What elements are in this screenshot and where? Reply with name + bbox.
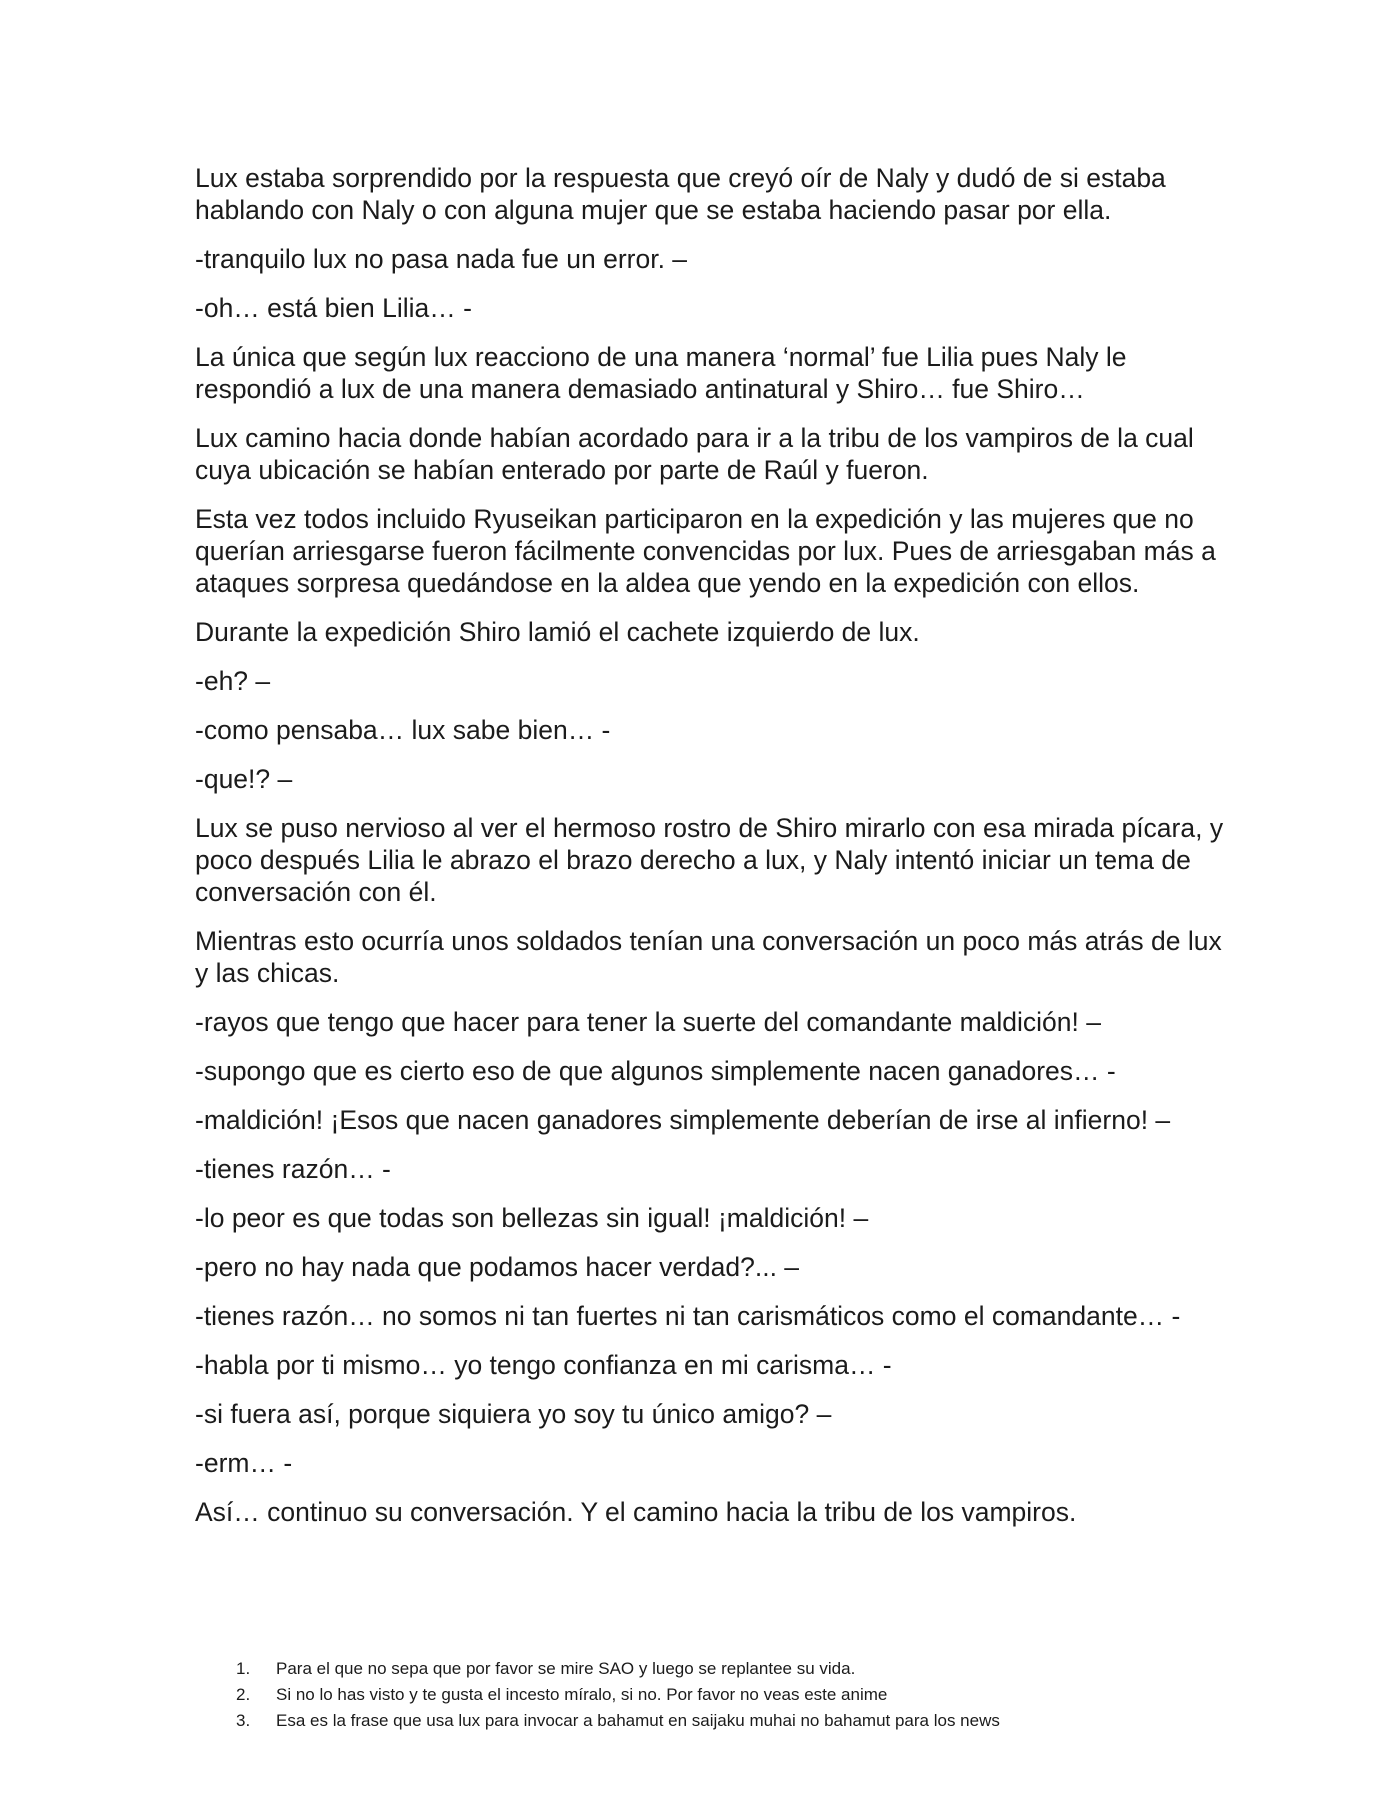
footnote-number: 3.: [236, 1711, 251, 1730]
footnotes-list: [195, 1656, 1225, 1734]
paragraph: La única que según lux reacciono de una manera ‘normal’ fue Lilia pues Naly le respondió a lux de una manera demasiado antinatural y Shiro… fue Shiro…: [195, 342, 1127, 404]
footnote-item: [195, 1708, 1225, 1734]
paragraph: Lux se puso nervioso al ver el hermoso rostro de Shiro mirarlo con esa mirada pícara, y poco después Lilia le abrazo el brazo derecho a lux, y Naly intentó iniciar un tema de conversación con él.: [195, 813, 1224, 907]
dialogue-line: -rayos que tengo que hacer para tener la suerte del comandante maldición! –: [195, 1007, 1101, 1037]
footnote-text: Esa es la frase que usa lux para invocar a bahamut en saijaku muhai no bahamut para los news: [276, 1711, 1000, 1730]
footnote-text: Si no lo has visto y te gusta el incesto míralo, si no. Por favor no veas este anime: [276, 1685, 888, 1704]
dialogue-line: -erm… -: [195, 1448, 293, 1478]
dialogue-line: -que!? –: [195, 764, 293, 794]
dialogue-line: -eh? –: [195, 666, 271, 696]
body-text: [195, 162, 1225, 1545]
paragraph: Durante la expedición Shiro lamió el cachete izquierdo de lux.: [195, 617, 920, 647]
paragraph: Esta vez todos incluido Ryuseikan participaron en la expedición y las mujeres que no querían arriesgarse fueron fácilmente convencidas por lux. Pues de arriesgaban más a ataques sorpresa quedándose en la aldea que yendo en la expedición con ellos.: [195, 504, 1216, 598]
dialogue-line: -supongo que es cierto eso de que algunos simplemente nacen ganadores… -: [195, 1056, 1116, 1086]
paragraph: Lux camino hacia donde habían acordado para ir a la tribu de los vampiros de la cual cuya ubicación se habían enterado por parte de Raúl y fueron.: [195, 423, 1194, 485]
paragraph: Lux estaba sorprendido por la respuesta que creyó oír de Naly y dudó de si estaba hablando con Naly o con alguna mujer que se estaba haciendo pasar por ella.: [195, 163, 1166, 225]
paragraph: Mientras esto ocurría unos soldados tenían una conversación un poco más atrás de lux y las chicas.: [195, 926, 1222, 988]
footnote-number: 1.: [236, 1659, 251, 1678]
dialogue-line: -habla por ti mismo… yo tengo confianza en mi carisma… -: [195, 1350, 892, 1380]
dialogue-line: -oh… está bien Lilia… -: [195, 293, 472, 323]
dialogue-line: -pero no hay nada que podamos hacer verdad?... –: [195, 1252, 800, 1282]
footnote-item: [195, 1656, 1225, 1682]
footnote-number: 2.: [236, 1685, 251, 1704]
footnote-item: [195, 1682, 1225, 1708]
dialogue-line: -como pensaba… lux sabe bien… -: [195, 715, 611, 745]
footnote-text: Para el que no sepa que por favor se mire SAO y luego se replantee su vida.: [276, 1659, 856, 1678]
dialogue-line: -si fuera así, porque siquiera yo soy tu único amigo? –: [195, 1399, 832, 1429]
paragraph: Así… continuo su conversación. Y el camino hacia la tribu de los vampiros.: [195, 1497, 1077, 1527]
dialogue-line: -lo peor es que todas son bellezas sin igual! ¡maldición! –: [195, 1203, 869, 1233]
dialogue-line: -tienes razón… -: [195, 1154, 391, 1184]
dialogue-line: -tienes razón… no somos ni tan fuertes ni tan carismáticos como el comandante… -: [195, 1301, 1181, 1331]
dialogue-line: -maldición! ¡Esos que nacen ganadores simplemente deberían de irse al infierno! –: [195, 1105, 1171, 1135]
dialogue-line: -tranquilo lux no pasa nada fue un error. –: [195, 244, 688, 274]
